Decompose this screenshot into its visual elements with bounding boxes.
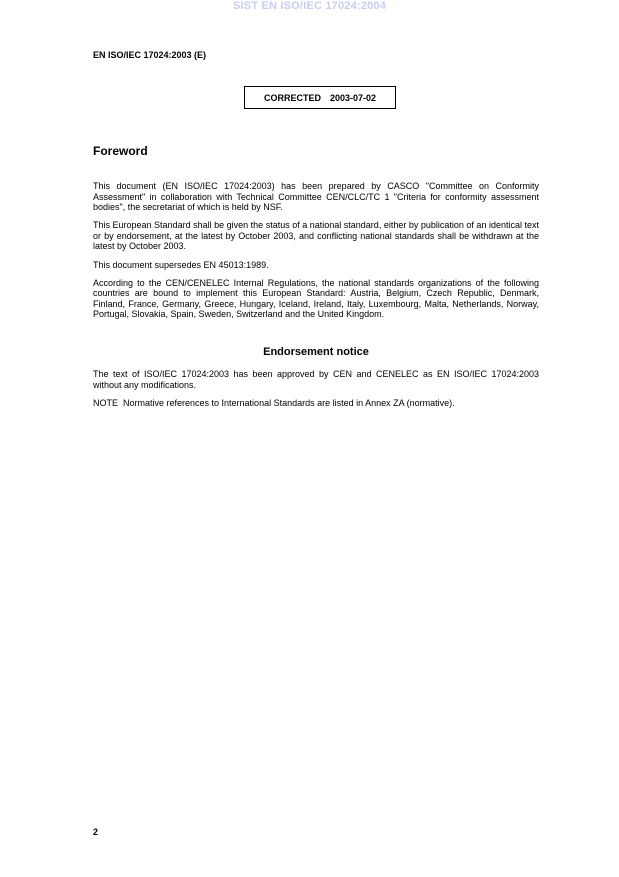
document-body <box>93 144 539 416</box>
document-id: EN ISO/IEC 17024:2003 (E) <box>93 50 207 60</box>
page-number: 2 <box>93 827 99 837</box>
foreword-paragraph: This document (EN ISO/IEC 17024:2003) has been prepared by CASCO "Committee on Conformity Assessment" in collaboration with Technical Committee CEN/CLC/TC 1 "Criteria for conformity assessment bodies", the secretariat of which is held by NSF. <box>93 181 539 213</box>
foreword-paragraph: According to the CEN/CENELEC Internal Regulations, the national standards organizations of the following countries are bound to implement this European Standard: Austria, Belgium, Czech Republic, Denmark, Finland, France, Germany, Greece, Hungary, Iceland, Ireland, Italy, Luxembourg, Malta, Netherlands, Norway, Portugal, Slovakia, Spain, Sweden, Switzerland and the United Kingdom. <box>93 277 539 320</box>
corrected-label: CORRECTED <box>263 92 321 103</box>
endorsement-paragraph: The text of ISO/IEC 17024:2003 has been approved by CEN and CENELEC as EN ISO/IEC 17024:2003 without any modifications. <box>93 369 539 390</box>
endorsement-heading: Endorsement notice <box>263 346 369 359</box>
endorsement-note: NOTE Normative references to International Standards are listed in Annex ZA (normative). <box>93 397 455 408</box>
watermark: SIST EN ISO/IEC 17024:2004 <box>232 0 387 12</box>
foreword-heading: Foreword <box>93 144 148 158</box>
corrected-notice-box <box>244 86 396 109</box>
corrected-date: 2003-07-02 <box>329 92 377 103</box>
foreword-paragraph: This document supersedes EN 45013:1989. <box>93 259 269 270</box>
foreword-paragraph: This European Standard shall be given the status of a national standard, either by publication of an identical text or by endorsement, at the latest by October 2003, and conflicting national standards shall be withdrawn at the latest by October 2003. <box>93 220 539 252</box>
